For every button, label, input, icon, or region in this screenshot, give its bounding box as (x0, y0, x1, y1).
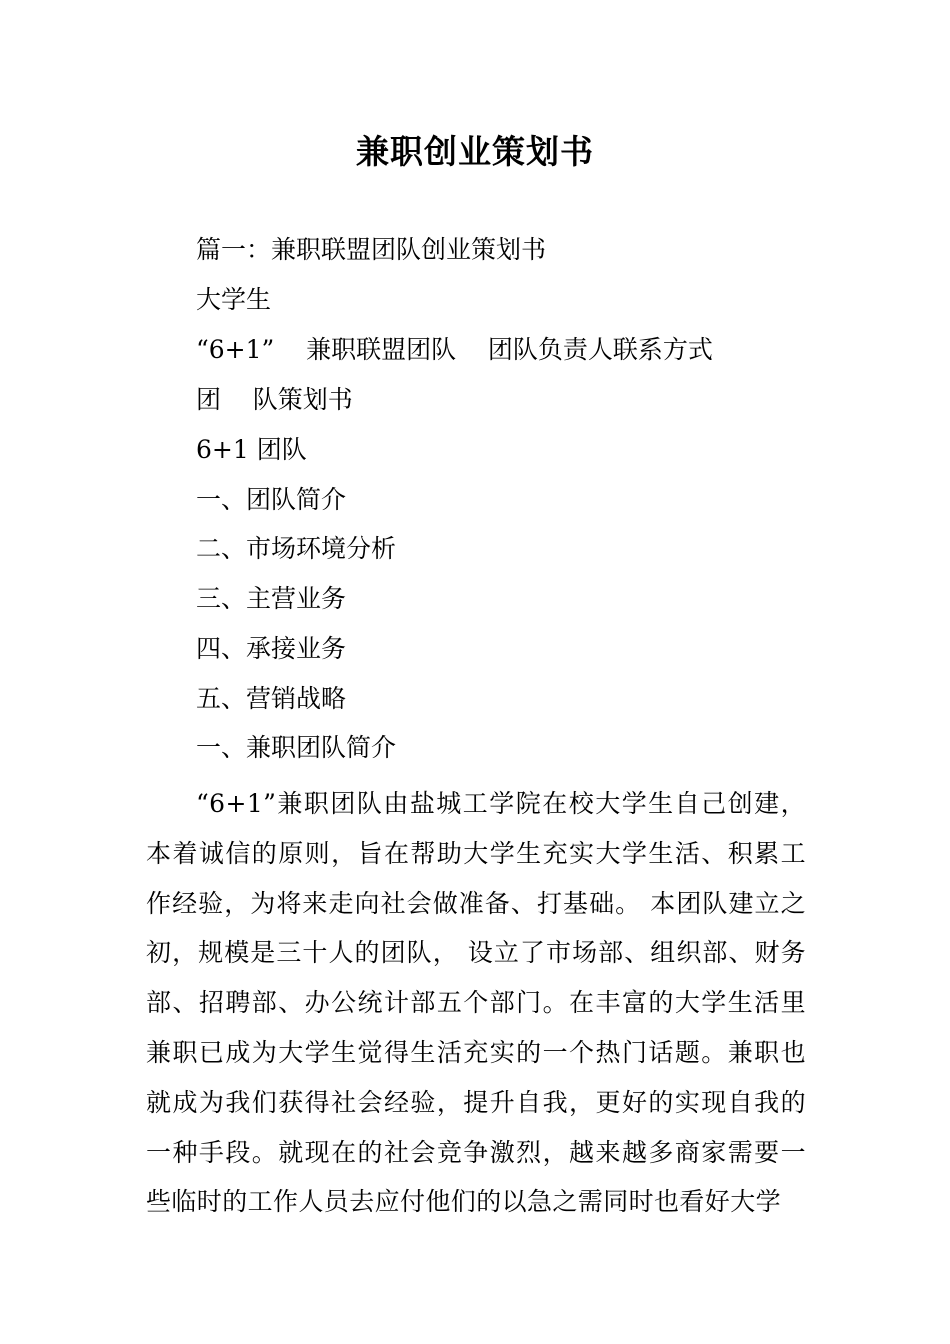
text-line: 大学生 (196, 285, 272, 314)
toc-item: 五、营销战略 (196, 684, 347, 713)
text-line: 6+1 团队 (196, 435, 307, 464)
toc-item: 四、承接业务 (196, 634, 347, 663)
document-title: 兼职创业策划书 (356, 132, 594, 171)
toc-item: 二、市场环境分析 (196, 534, 397, 563)
section-heading: 一、兼职团队简介 (196, 733, 397, 762)
body-paragraph: “6+1”兼职团队由盐城工学院在校大学生自己创建，本着诚信的原则，旨在帮助大学生充实大学生活、积累工作经验，为将来走向社会做准备、打基础。 本团队建立之初，规模是三十人的团队， 设立了市场部、组织部、财务部、招聘部、办公统计部五个部门。在丰富的大学生活里兼职已成为大学生觉得生活充实的一个热门话题。兼职也就成为我们获得社会经验，提升自我，更好的实现自我的一种手段。就现在的社会竞争激烈，越来越多商家需要一些临时的工作人员去应付他们的以急之需同时也看好大学 (146, 789, 806, 1217)
text-line: “6+1” 兼职联盟团队 团队负责人联系方式 (196, 335, 713, 364)
section-heading: 篇一：兼职联盟团队创业策划书 (196, 235, 547, 264)
toc-item: 一、团队简介 (196, 485, 347, 514)
text-line: 团 队策划书 (196, 385, 353, 414)
toc-item: 三、主营业务 (196, 584, 347, 613)
